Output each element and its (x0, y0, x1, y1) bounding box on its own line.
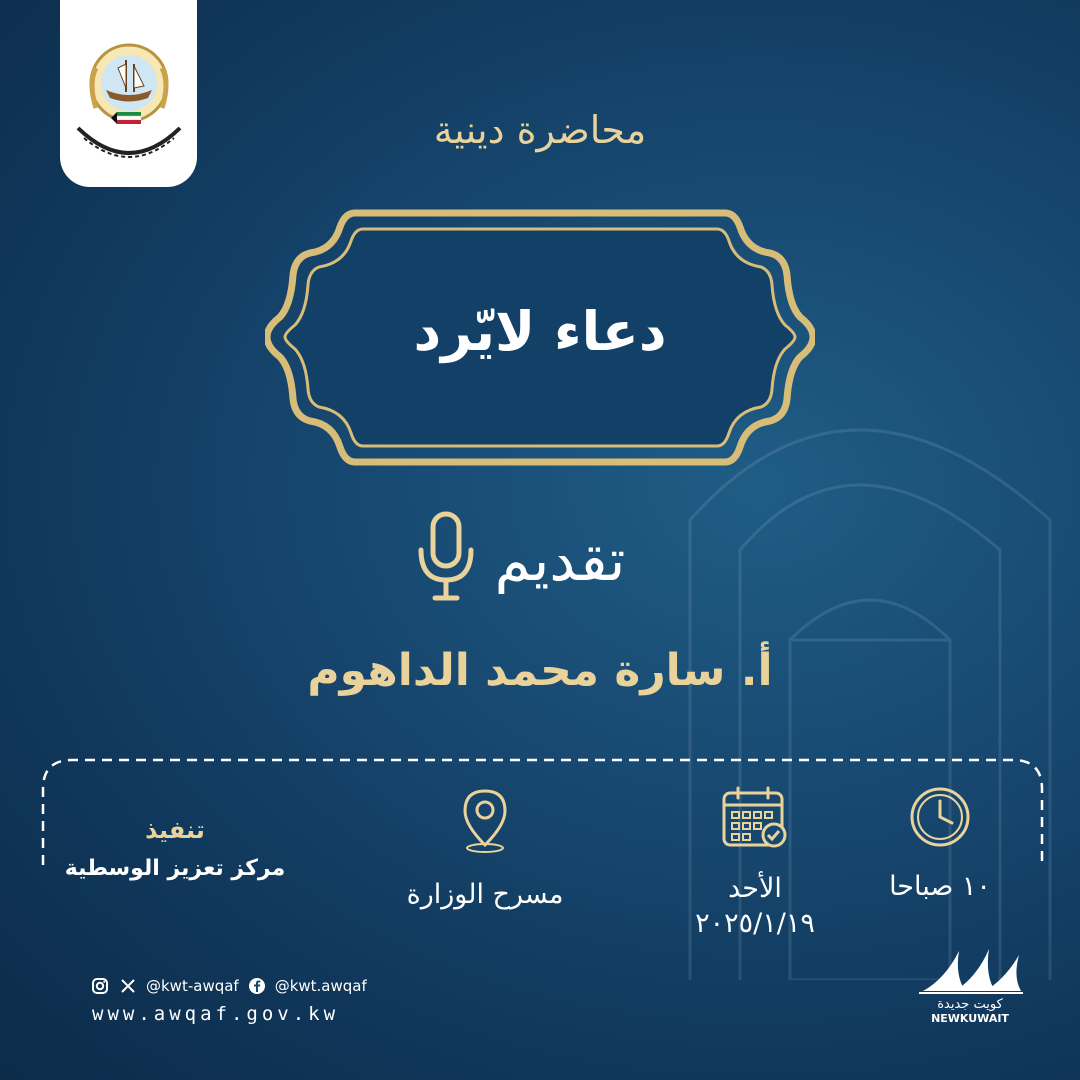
presenter-row (370, 505, 670, 615)
social-links (90, 976, 367, 996)
date-detail (680, 785, 830, 941)
time-detail (880, 785, 1000, 904)
clock-icon (908, 834, 972, 853)
date-value: ٢٠٢٥/١/١٩ (695, 908, 815, 940)
execution-detail (60, 816, 290, 881)
website-link[interactable]: www.awqaf.gov.kw (92, 1003, 340, 1025)
facebook-handle[interactable]: @kwt.awqaf (274, 977, 367, 995)
newkuwait-english: NEWKUWAIT (931, 1012, 1009, 1025)
instagram-x-handle[interactable]: @kwt-awqaf (146, 977, 239, 995)
newkuwait-arabic: كويت جديدة (937, 997, 1003, 1012)
calendar-icon (720, 836, 790, 855)
presenter-label: تقديم (494, 526, 626, 594)
lecture-type-heading: محاضرة دينية (433, 108, 647, 152)
lecture-title: دعاء لايّرد (413, 300, 667, 363)
instagram-icon[interactable] (90, 976, 110, 996)
venue-value: مسرح الوزارة (406, 879, 564, 910)
day-value: الأحد (728, 873, 782, 904)
location-pin-icon (455, 840, 515, 859)
time-value: ١٠ صباحا (889, 871, 991, 902)
speaker-name: أ. سارة محمد الداهوم (307, 645, 773, 696)
ministry-logo (60, 0, 197, 187)
facebook-icon[interactable] (247, 976, 267, 996)
microphone-icon (415, 510, 477, 610)
ministry-emblem-icon (68, 8, 190, 180)
x-icon[interactable] (118, 976, 138, 996)
venue-detail (390, 785, 580, 912)
newkuwait-logo (915, 945, 1025, 1045)
execution-org: مركز تعزيز الوسطية (64, 856, 286, 881)
newkuwait-sails-icon (915, 945, 1025, 997)
execution-label: تنفيذ (145, 816, 205, 844)
